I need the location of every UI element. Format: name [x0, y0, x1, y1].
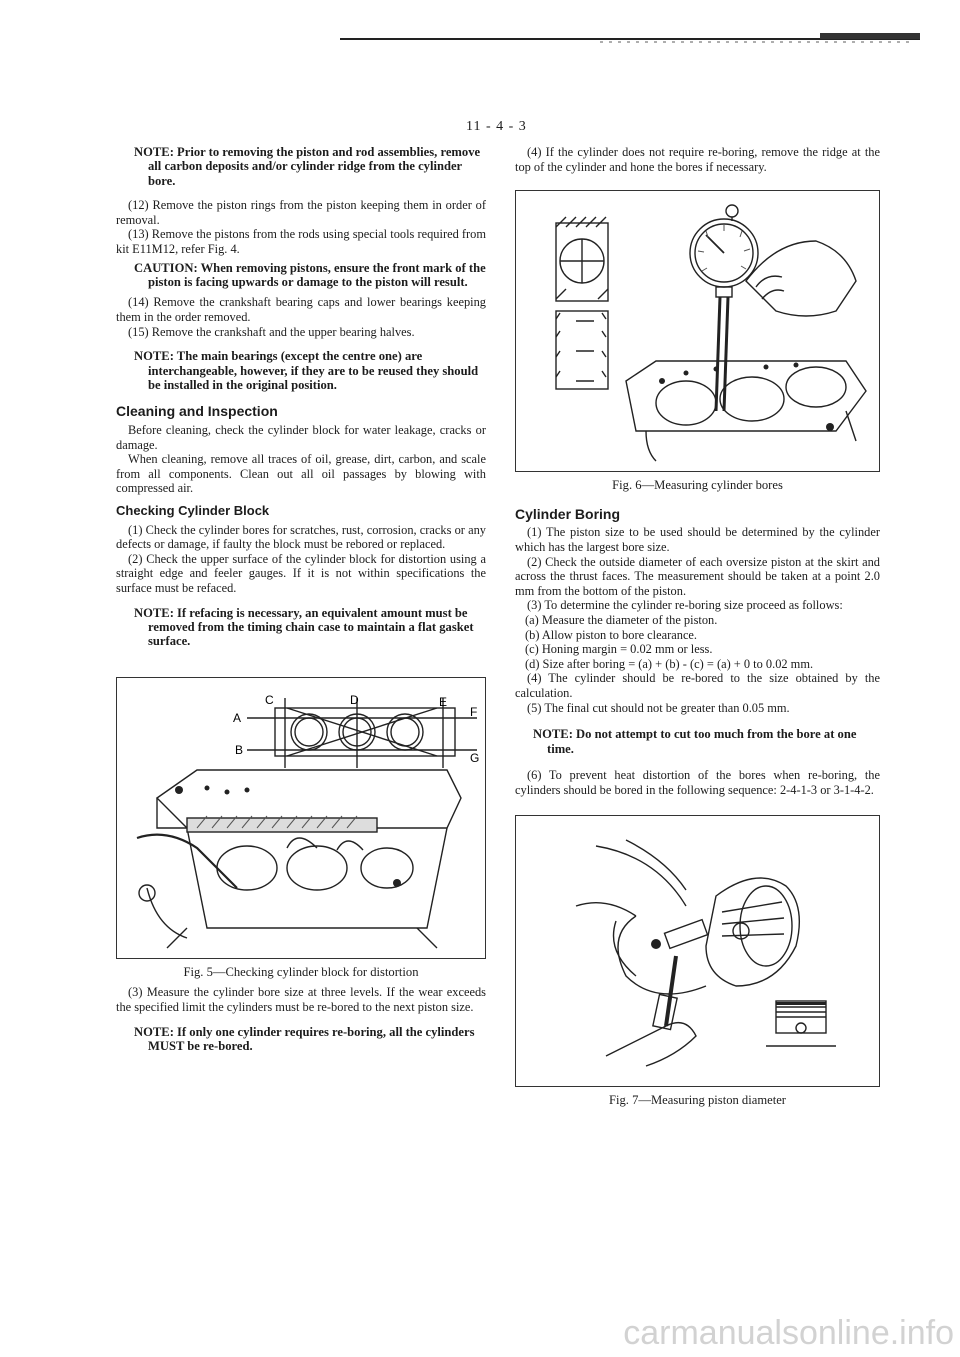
bore-step-3d: (d) Size after boring = (a) + (b) - (c) = (a) + 0 to 0.02 mm. [525, 656, 814, 671]
bore-step-1: (1) The piston size to be used should be determined by the cylinder which has the largest bore size. [515, 525, 880, 554]
bore-step-3b: (b) Allow piston to bore clearance. [525, 627, 698, 642]
header-rule-heavy [820, 33, 920, 39]
figure-6-caption: Fig. 6—Measuring cylinder bores [612, 478, 783, 493]
left-column [116, 145, 486, 1053]
figure-6 [515, 190, 880, 472]
measuring-cylinder-bores-illustration [516, 191, 879, 471]
note-refacing: NOTE: If refacing is necessary, an equivalent amount must be removed from the timing chain case to maintain a flat gasket surface. [134, 605, 474, 649]
check-step-3: (3) Measure the cylinder bore size at three levels. If the wear exceeds the specified limit the cylinders must be re-bored to the next piston size. [116, 985, 486, 1014]
heading-cleaning-inspection: Cleaning and Inspection [116, 403, 278, 420]
watermark: carmanualsonline.info [623, 1314, 954, 1352]
label-c: C [265, 692, 274, 707]
check-step-2: (2) Check the upper surface of the cylinder block for distortion using a straight edge and feeler gauges. If it is not within specifications the surface must be refaced. [116, 551, 486, 595]
bore-step-2: (2) Check the outside diameter of each oversize piston at the skirt and across the thrust faces. The measurement should be taken at a point 2.0 mm from the bottom of the piston. [515, 554, 880, 598]
cleaning-paragraph-1: Before cleaning, check the cylinder block for water leakage, cracks or damage. [116, 423, 486, 452]
step-14: (14) Remove the crankshaft bearing caps and lower bearings keeping them in the order removed. [116, 295, 486, 324]
note-cut-too-much: NOTE: Do not attempt to cut too much from the bore at one time. [533, 727, 857, 756]
label-d: D [350, 692, 359, 707]
figure-7 [515, 815, 880, 1087]
step-15: (15) Remove the crankshaft and the upper bearing halves. [128, 324, 415, 339]
check-step-1: (1) Check the cylinder bores for scratches, rust, corrosion, cracks or any defects or damage, if faulty the block must be rebored or replaced. [116, 522, 486, 552]
step-13: (13) Remove the pistons from the rods using special tools required from kit E11M12, refer Fig. 4. [116, 227, 486, 256]
cylinder-block-distortion-illustration [117, 678, 485, 958]
bore-step-3c: (c) Honing margin = 0.02 mm or less. [525, 642, 713, 657]
note-prior-removing: NOTE: Prior to removing the piston and rod assemblies, remove all carbon deposits and/or cylinder ridge from the cylinder bore. [134, 145, 481, 188]
figure-5 [116, 677, 486, 959]
bore-step-3a: (a) Measure the diameter of the piston. [525, 612, 718, 627]
bore-step-3: (3) To determine the cylinder re-boring size proceed as follows: [527, 598, 843, 613]
figure-7-caption: Fig. 7—Measuring piston diameter [609, 1093, 786, 1108]
note-main-bearings: NOTE: The main bearings (except the centre one) are interchangeable, however, if they are to be reused they should be installed in the original position. [134, 349, 479, 392]
label-e: E [439, 694, 448, 709]
heading-checking-cylinder-block: Checking Cylinder Block [116, 502, 270, 518]
figure-5-caption: Fig. 5—Checking cylinder block for distortion [183, 964, 419, 979]
heading-cylinder-boring: Cylinder Boring [515, 505, 621, 522]
cleaning-paragraph-2: When cleaning, remove all traces of oil, grease, dirt, carbon, and scale from all components. Clean out all oil passages by blowing with compressed air. [116, 452, 486, 496]
scan-artifact [600, 41, 910, 43]
page-number: 11 - 4 - 3 [466, 119, 527, 134]
label-a: A [233, 710, 242, 725]
check-step-4: (4) If the cylinder does not require re-boring, remove the ridge at the top of the cylinder and hone the bores if necessary. [515, 145, 880, 174]
bore-step-4: (4) The cylinder should be re-bored to the size obtained by the calculation. [515, 671, 880, 700]
label-g: G [470, 750, 480, 765]
right-column [515, 145, 880, 1108]
bore-step-6: (6) To prevent heat distortion of the bores when re-boring, the cylinders should be bored in the following sequence: 2-4-1-3 or 3-1-4-2. [515, 767, 880, 797]
caution-pistons: CAUTION: When removing pistons, ensure the front mark of the piston is facing upwards or damage to the piston will result. [134, 260, 486, 289]
note-reboring-all: NOTE: If only one cylinder requires re-boring, all the cylinders MUST be re-bored. [134, 1024, 475, 1053]
bore-step-5: (5) The final cut should not be greater than 0.05 mm. [527, 700, 790, 715]
label-b: B [235, 742, 244, 757]
step-12: (12) Remove the piston rings from the piston keeping them in order of removal. [116, 198, 486, 227]
label-f: F [470, 704, 478, 719]
measuring-piston-diameter-illustration [516, 816, 879, 1086]
